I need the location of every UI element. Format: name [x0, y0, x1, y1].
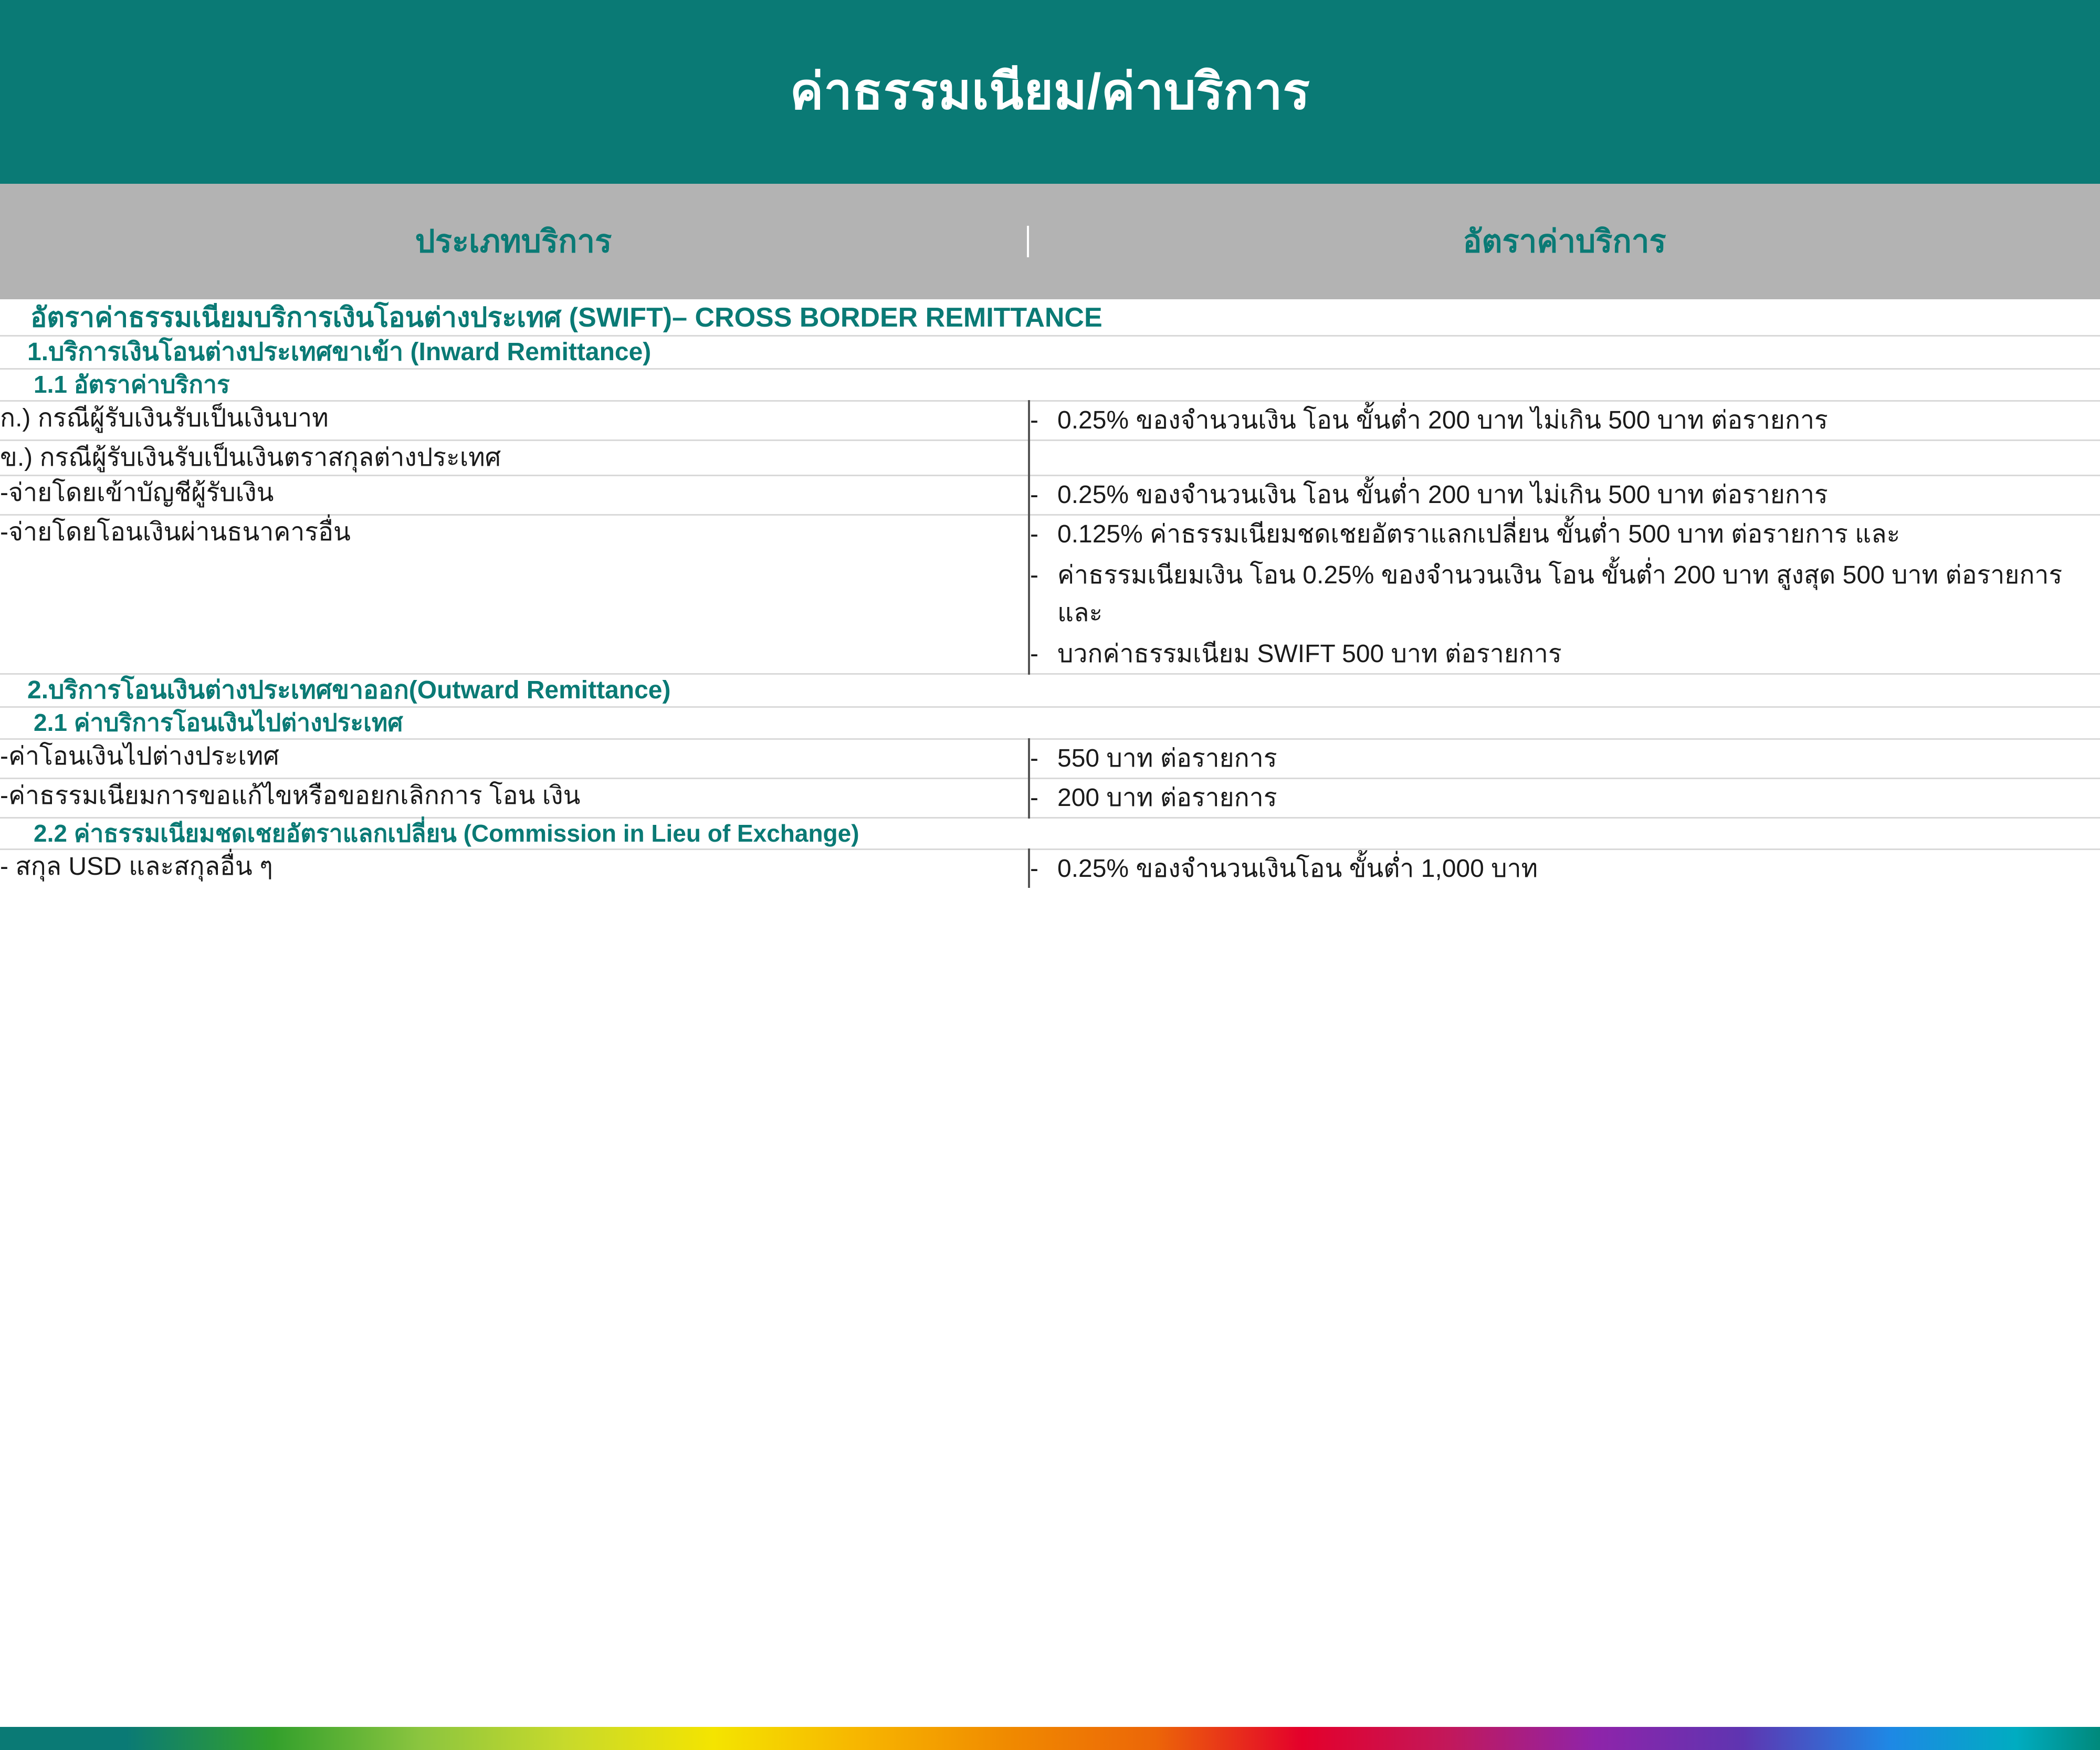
- table-row: [0, 778, 2100, 818]
- row-label: ก.) กรณีผู้รับเงินรับเป็นเงินบาท: [0, 404, 329, 432]
- bullet-dash: -: [1030, 561, 1038, 590]
- table-row: [0, 401, 2100, 440]
- fee-table: [0, 301, 2100, 888]
- section-title-inward-rate: 1.1 อัตราค่าบริการ: [34, 371, 230, 398]
- row-label-cell: [0, 401, 1029, 440]
- section-title-commission: 2.2 ค่าธรรมเนียมชดเชยอัตราแลกเปลี่ยน (Commission in Lieu of Exchange): [34, 819, 859, 847]
- row-label: -จ่ายโดยโอนเงินผ่านธนาคารอื่น: [0, 518, 351, 547]
- value-text: บวกค่าธรรมเนียม SWIFT 500 บาท ต่อรายการ: [1057, 640, 1562, 668]
- row-value-cell: [1029, 778, 2100, 818]
- section-row-outward: [0, 674, 2100, 707]
- section-cell-inward-rate: [0, 369, 2100, 401]
- table-row: [0, 850, 2100, 888]
- value-item: [1030, 557, 2100, 632]
- row-label: ข.) กรณีผู้รับเงินรับเป็นเงินตราสกุลต่างประเทศ: [0, 443, 501, 471]
- row-label: -ค่าธรรมเนียมการขอแก้ไขหรือขอยกเลิกการ โอน เงิน: [0, 781, 581, 810]
- page-bottom-spacer: [0, 888, 2100, 1135]
- value-text: 0.25% ของจำนวนเงิน โอน ขั้นต่ำ 200 บาท ไม่เกิน 500 บาท ต่อรายการ: [1057, 406, 1828, 434]
- bullet-dash: -: [1030, 406, 1038, 434]
- row-value-cell: [1029, 850, 2100, 888]
- section-title-main: อัตราค่าธรรมเนียมบริการเงินโอนต่างประเทศ (SWIFT)– CROSS BORDER REMITTANCE: [30, 302, 1102, 333]
- value-list: [1030, 476, 2100, 514]
- section-title-outward-rate: 2.1 ค่าบริการโอนเงินไปต่างประเทศ: [34, 709, 403, 737]
- value-list: [1030, 516, 2100, 673]
- row-label-cell: [0, 440, 1029, 476]
- table-row: [0, 515, 2100, 674]
- section-title-outward: 2.บริการโอนเงินต่างประเทศขาออก(Outward Remittance): [27, 676, 671, 705]
- row-label: -จ่ายโดยเข้าบัญชีผู้รับเงิน: [0, 479, 274, 507]
- value-text: 0.25% ของจำนวนเงินโอน ขั้นต่ำ 1,000 บาท: [1057, 855, 1538, 883]
- value-item: [1030, 779, 2100, 817]
- bullet-dash: -: [1030, 783, 1038, 812]
- row-label-cell: [0, 515, 1029, 674]
- table-row: [0, 476, 2100, 515]
- bullet-dash: -: [1030, 855, 1038, 883]
- table-column-headers: [0, 184, 2100, 301]
- bullet-dash: -: [1030, 640, 1038, 668]
- row-value-cell: [1029, 476, 2100, 515]
- value-item: [1030, 476, 2100, 514]
- row-value-cell: [1029, 515, 2100, 674]
- row-label: -ค่าโอนเงินไปต่างประเทศ: [0, 742, 279, 770]
- bullet-dash: -: [1030, 744, 1038, 772]
- column-header-service-rate: อัตราค่าบริการ: [1463, 224, 1666, 259]
- value-list: [1030, 402, 2100, 439]
- section-cell-inward: [0, 336, 2100, 369]
- value-text: 0.25% ของจำนวนเงิน โอน ขั้นต่ำ 200 บาท ไม่เกิน 500 บาท ต่อรายการ: [1057, 481, 1828, 509]
- section-row-commission: [0, 818, 2100, 850]
- value-list: [1030, 850, 2100, 888]
- section-row-inward: [0, 336, 2100, 369]
- bullet-dash: -: [1030, 481, 1038, 509]
- column-header-service-type: ประเภทบริการ: [0, 226, 1029, 257]
- row-label-cell: [0, 476, 1029, 515]
- section-row-outward-rate: [0, 707, 2100, 739]
- value-item: [1030, 635, 2100, 673]
- value-item: [1030, 850, 2100, 888]
- value-text: 0.125% ค่าธรรมเนียมชดเชยอัตราแลกเปลี่ยน ขั้นต่ำ 500 บาท ต่อรายการ และ: [1057, 520, 1900, 549]
- value-list: [1030, 779, 2100, 817]
- value-item: [1030, 516, 2100, 553]
- value-item: [1030, 740, 2100, 778]
- value-list: [1030, 740, 2100, 778]
- section-cell-main: [0, 301, 2100, 336]
- row-value-cell: [1029, 739, 2100, 778]
- row-label: - สกุล USD และสกุลอื่น ๆ: [0, 853, 273, 881]
- value-text: 200 บาท ต่อรายการ: [1057, 783, 1277, 812]
- section-title-inward: 1.บริการเงินโอนต่างประเทศขาเข้า (Inward Remittance): [27, 338, 652, 366]
- row-label-cell: [0, 739, 1029, 778]
- value-item: [1030, 402, 2100, 439]
- bullet-dash: -: [1030, 520, 1038, 549]
- value-text: ค่าธรรมเนียมเงิน โอน 0.25% ของจำนวนเงิน โอน ขั้นต่ำ 200 บาท สูงสุด 500 บาท ต่อรายการ และ: [1057, 561, 2063, 627]
- footer-rainbow-bar: [0, 1727, 2100, 1750]
- section-row-main: [0, 301, 2100, 336]
- section-cell-outward-rate: [0, 707, 2100, 739]
- table-row: [0, 739, 2100, 778]
- value-text: 550 บาท ต่อรายการ: [1057, 744, 1277, 772]
- section-cell-outward: [0, 674, 2100, 707]
- page-banner: [0, 0, 2100, 184]
- page-title: ค่าธรรมเนียม/ค่าบริการ: [790, 64, 1310, 120]
- row-label-cell: [0, 778, 1029, 818]
- row-value-cell: [1029, 440, 2100, 476]
- table-row: [0, 440, 2100, 476]
- section-cell-commission: [0, 818, 2100, 850]
- section-row-inward-rate: [0, 369, 2100, 401]
- row-label-cell: [0, 850, 1029, 888]
- row-value-cell: [1029, 401, 2100, 440]
